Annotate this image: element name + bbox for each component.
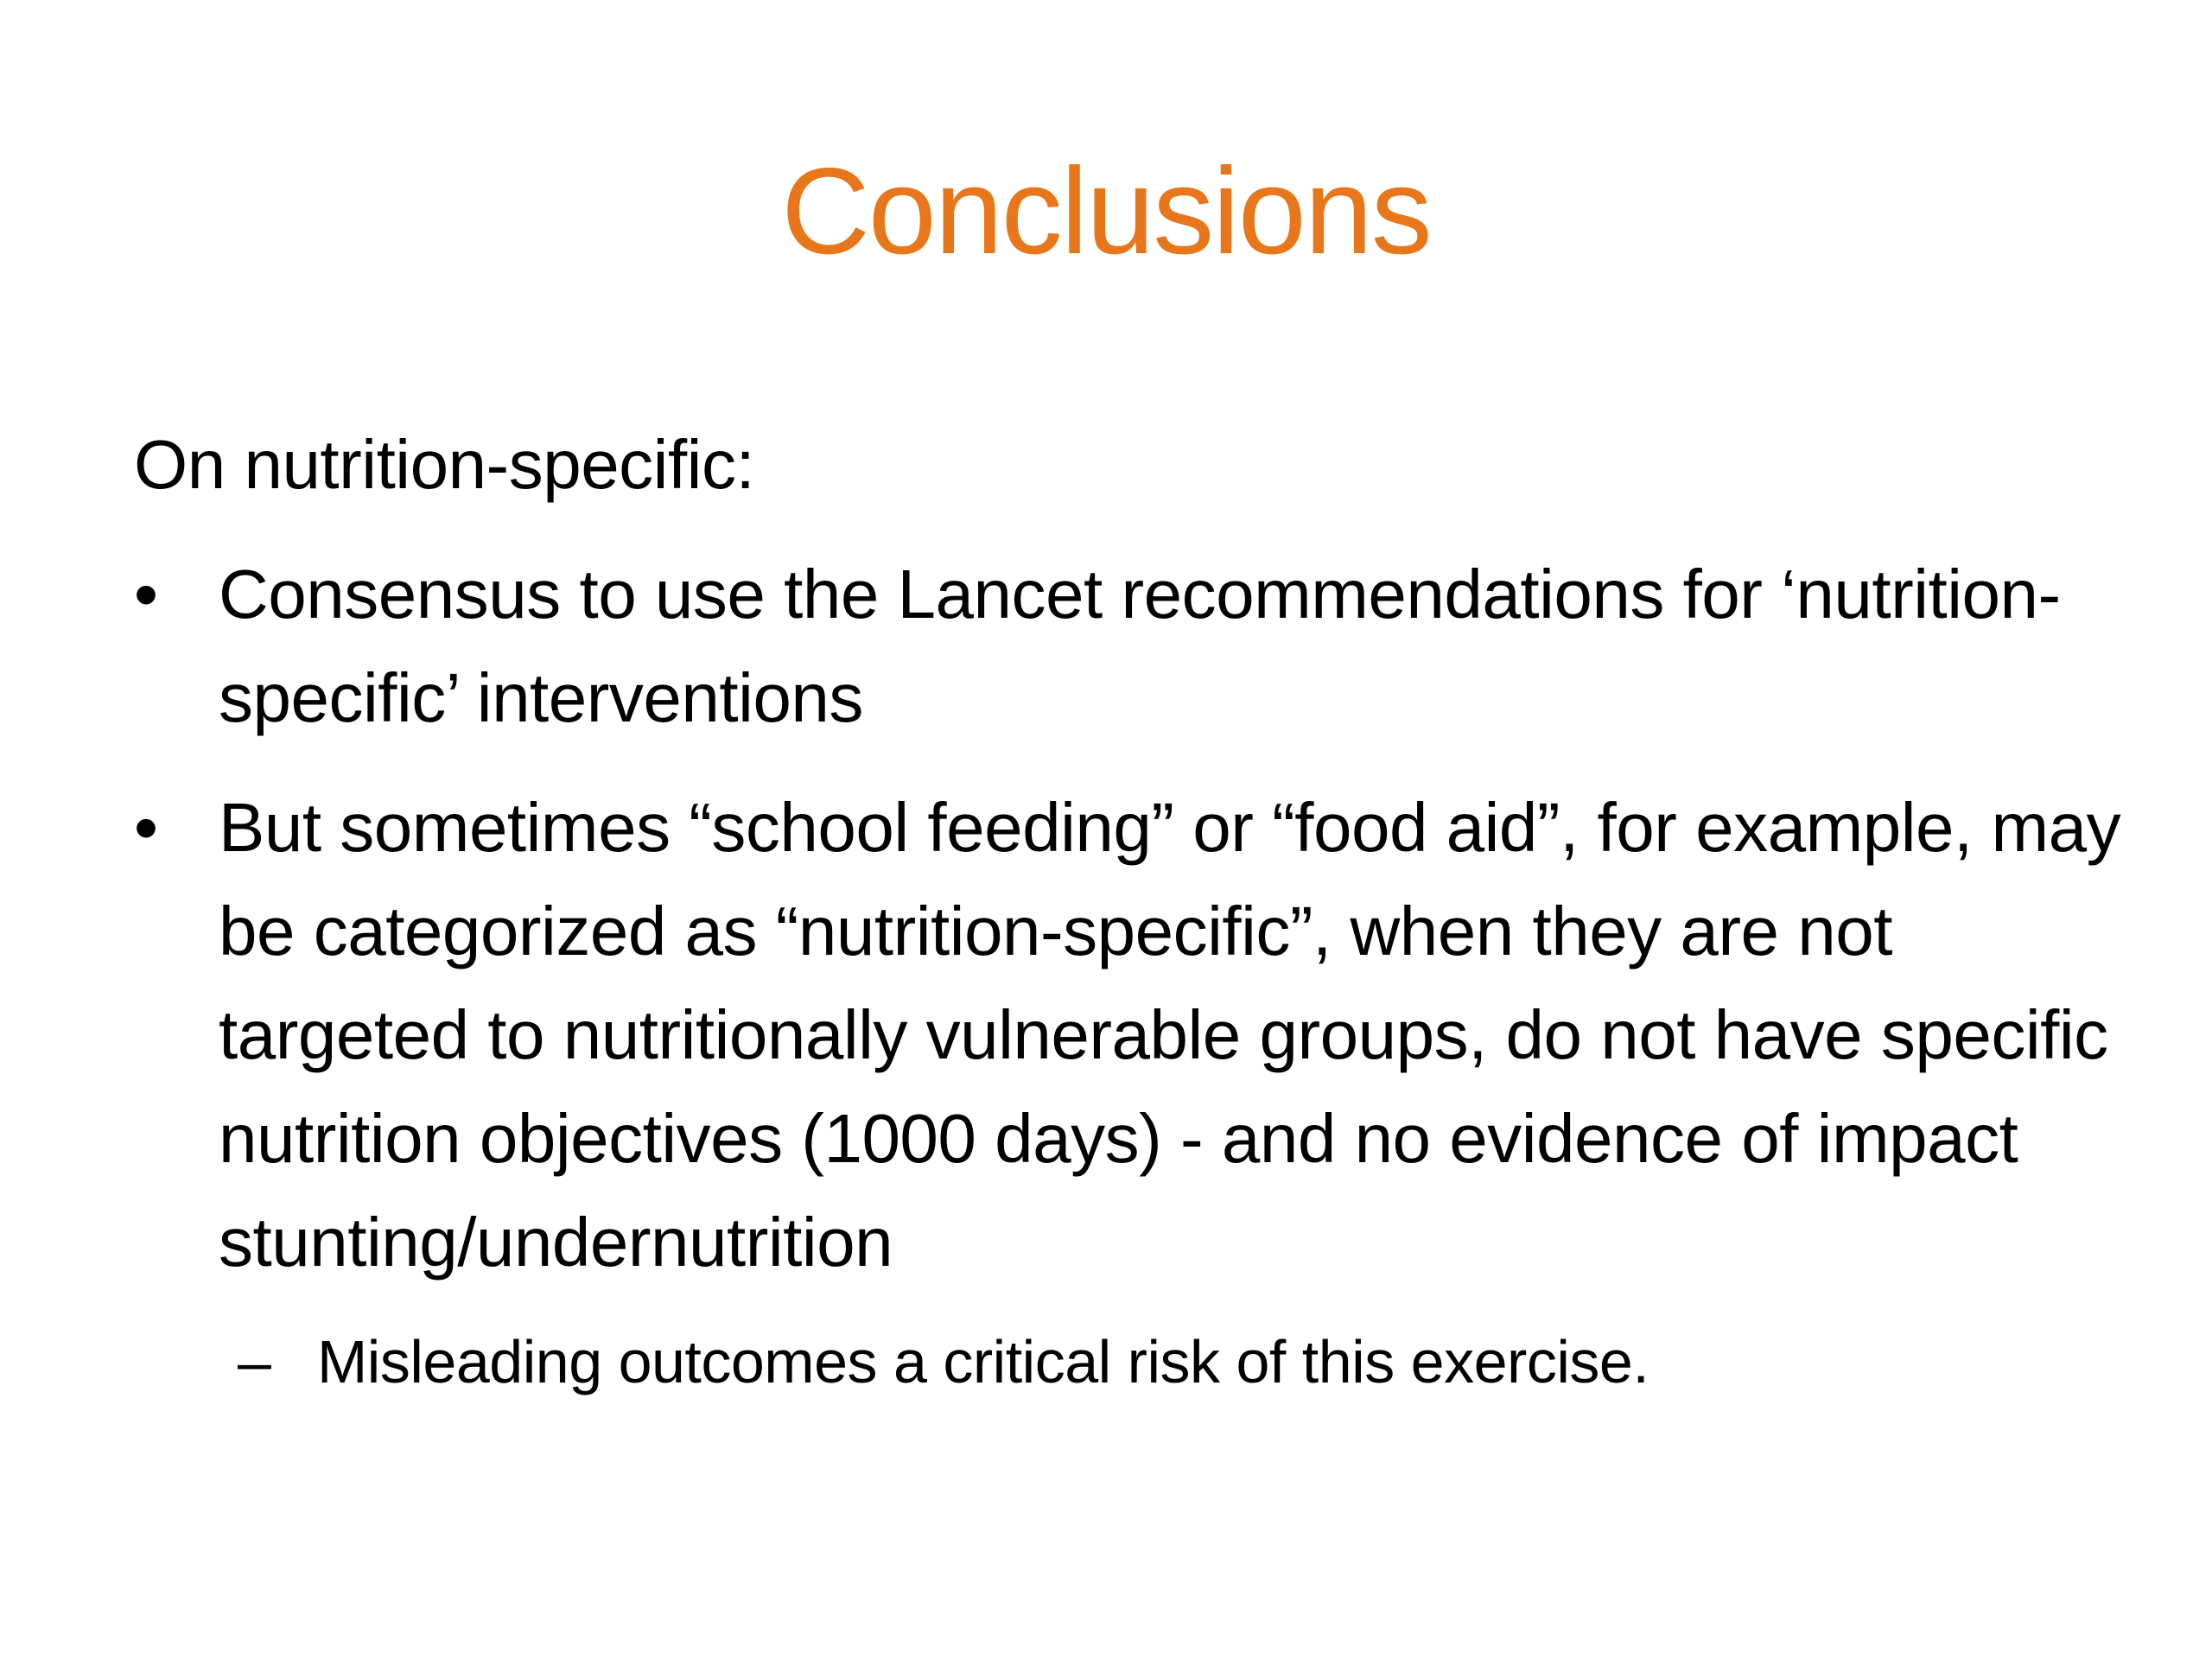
slide-body bbox=[134, 413, 2121, 1405]
slide-title: Conclusions bbox=[781, 143, 1431, 280]
bullet-text: But sometimes “school feeding” or “food aid”, for example, may be categorized as “nutrition-specific”, when they are not targeted to nutritionally vulnerable groups, do not have specific nutrition objectives (1000 days) - and no evidence of impact stunting/undernutrition bbox=[219, 789, 2121, 1281]
sub-bullet-text: Misleading outcomes a critical risk of this exercise. bbox=[317, 1328, 1649, 1395]
sub-bullet-item bbox=[134, 1319, 2121, 1405]
bullet-dot-icon: • bbox=[134, 789, 158, 866]
bullet-text: Consensus to use the Lancet recommendations for ‘nutrition-specific’ interventions bbox=[219, 556, 2061, 736]
bullet-item-1 bbox=[134, 543, 2121, 750]
intro-text: On nutrition-specific: bbox=[134, 426, 755, 503]
dash-icon: – bbox=[238, 1328, 271, 1395]
bullet-item-2 bbox=[134, 776, 2121, 1294]
bullet-dot-icon: • bbox=[134, 556, 158, 632]
